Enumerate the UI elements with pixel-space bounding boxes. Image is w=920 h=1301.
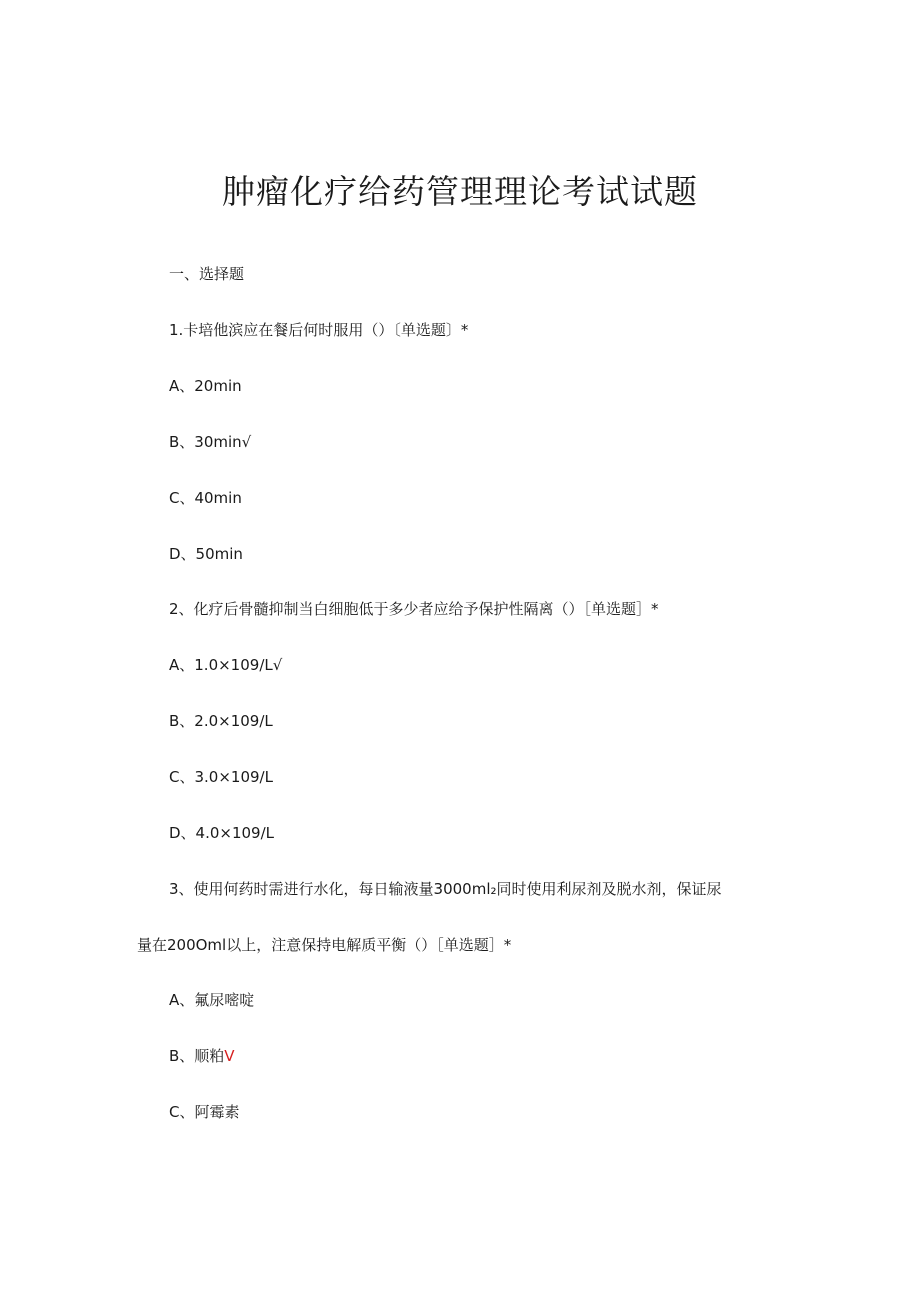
question-1-option-a: A、20min <box>169 377 242 395</box>
question-2-option-c: C、3.0×109∕L <box>169 768 273 786</box>
question-1-stem: 1.卡培他滨应在餐后何时服用（）〔单选题〕* <box>169 321 469 339</box>
question-3-stem-line-2: 量在200Oml以上，注意保持电解质平衡（）［单选题］* <box>137 936 512 954</box>
section-heading: 一、选择题 <box>169 265 245 283</box>
question-1-option-c: C、40min <box>169 489 242 507</box>
question-1-option-d: D、50min <box>169 545 243 563</box>
question-2-stem: 2、化疗后骨髓抑制当白细胞低于多少者应给予保护性隔离（）［单选题］* <box>169 600 659 618</box>
answer-check-mark: V <box>224 1047 235 1065</box>
question-2-option-b: B、2.0×109∕L <box>169 712 273 730</box>
question-3-option-b <box>169 1046 235 1066</box>
question-3-option-c: C、阿霉素 <box>169 1103 240 1121</box>
question-1-option-b: B、30min√ <box>169 433 252 451</box>
question-3-option-b-text: B、顺粕 <box>169 1047 225 1065</box>
question-2-option-d: D、4.0×109∕L <box>169 824 275 842</box>
page-title: 肿瘤化疗给药管理理论考试试题 <box>222 172 698 211</box>
question-2-option-a: A、1.0×109∕L√ <box>169 656 283 674</box>
question-3-stem-line-1: 3、使用何药时需进行水化，每日输液量3000ml₂同时使用利尿剂及脱水剂，保证尿 <box>169 880 722 898</box>
question-3-option-a: A、氟尿嘧啶 <box>169 991 255 1009</box>
